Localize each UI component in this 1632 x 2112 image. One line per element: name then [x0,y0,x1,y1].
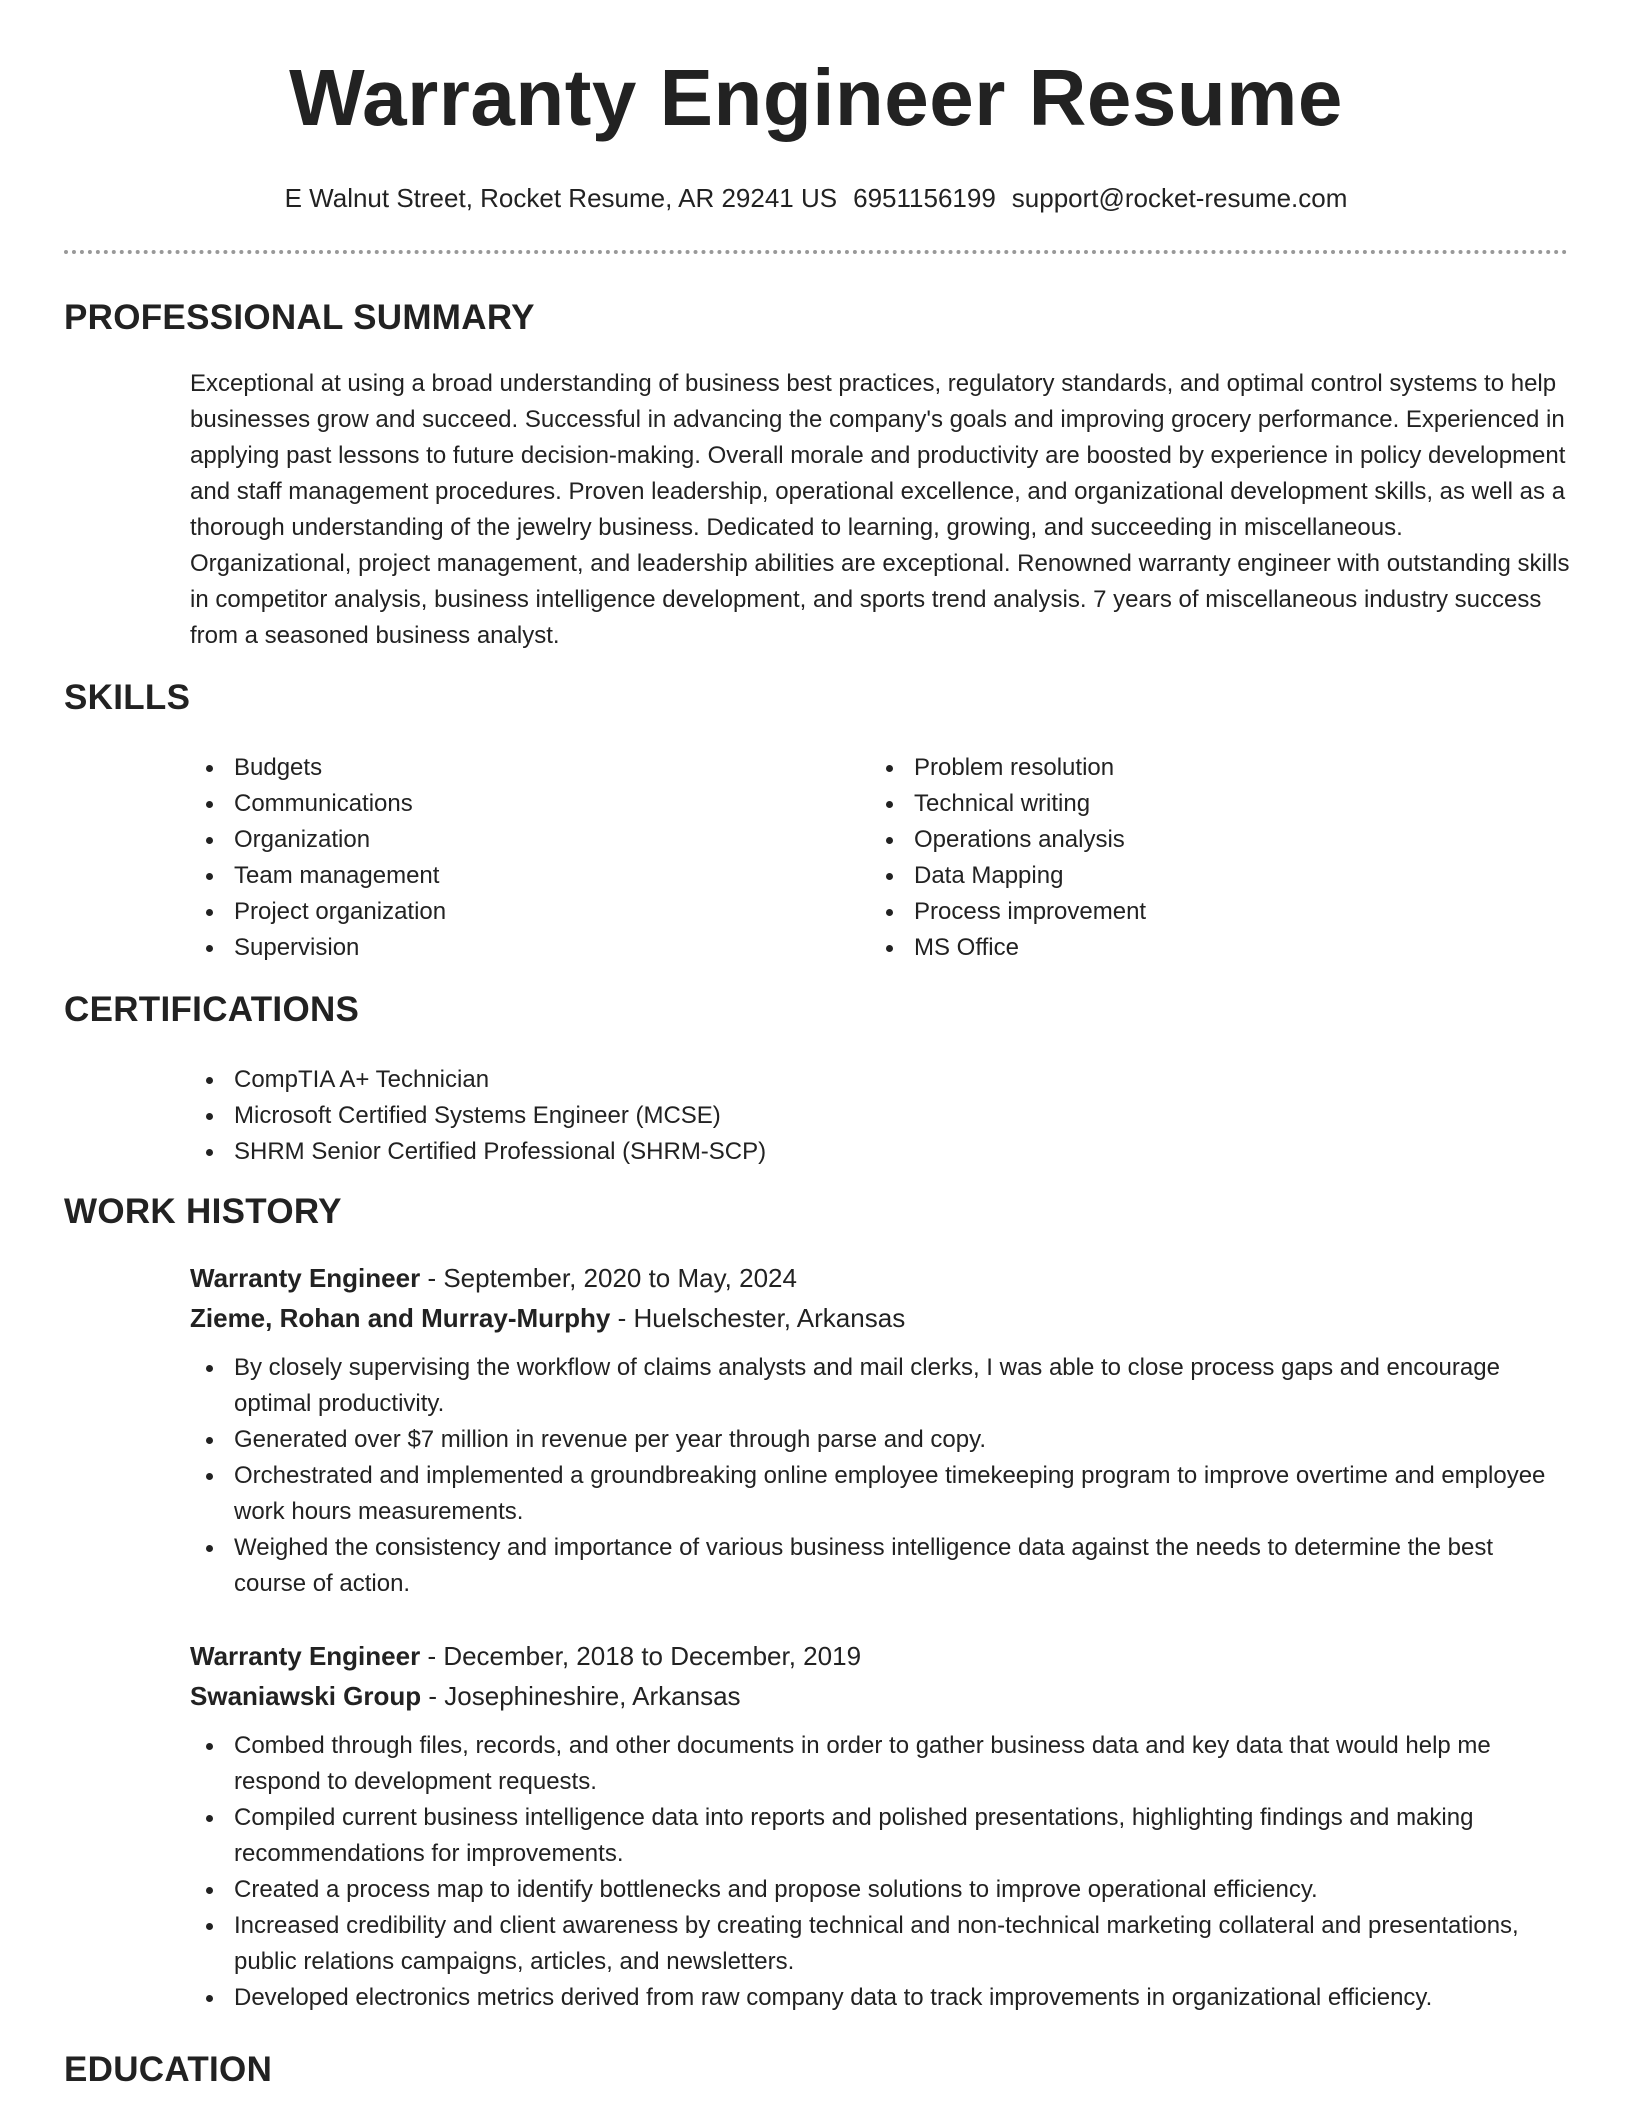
job-bullets [190,1350,1570,1602]
list-item: CompTIA A+ Technician [190,1062,1570,1098]
list-item: Budgets [190,750,850,786]
job-location: - Josephineshire, Arkansas [421,1681,741,1711]
list-item: Combed through files, records, and other documents in order to gather business data and key data that would help me respond to development requests. [190,1728,1570,1800]
list-item: SHRM Senior Certified Professional (SHRM-SCP) [190,1134,1570,1170]
phone: 6951156199 [853,183,996,213]
skills-list-left [190,750,850,966]
job-dates: - September, 2020 to May, 2024 [420,1263,797,1293]
list-item: Compiled current business intelligence data into reports and polished presentations, highlighting findings and making recommendations for improvements. [190,1800,1570,1872]
list-item: Operations analysis [870,822,1530,858]
job-title-line [190,1258,1570,1298]
list-item: Problem resolution [870,750,1530,786]
skills-heading: SKILLS [64,678,191,717]
job-dates: - December, 2018 to December, 2019 [420,1641,862,1671]
list-item: Process improvement [870,894,1530,930]
education-heading: EDUCATION [64,2050,273,2089]
certifications-heading: CERTIFICATIONS [64,990,360,1029]
list-item: Created a process map to identify bottlenecks and propose solutions to improve operational efficiency. [190,1872,1570,1908]
list-item: Developed electronics metrics derived from raw company data to track improvements in organizational efficiency. [190,1980,1570,2016]
job-company-line [190,1676,1570,1716]
list-item: Communications [190,786,850,822]
summary-text: Exceptional at using a broad understanding of business best practices, regulatory standards, and optimal control systems to help businesses grow and succeed. Successful in advancing the company's goals and improving grocery performance. Experienced in applying past lessons to future decision-making. Overall morale and productivity are boosted by experience in policy development and staff management procedures. Proven leadership, operational excellence, and organizational development skills, as well as a thorough understanding of the jewelry business. Dedicated to learning, growing, and succeeding in miscellaneous. Organizational, project management, and leadership abilities are exceptional. Renowned warranty engineer with outstanding skills in competitor analysis, business intelligence development, and sports trend analysis. 7 years of miscellaneous industry success from a seasoned business analyst. [190,370,1570,649]
list-item: Data Mapping [870,858,1530,894]
job-entry [190,1636,1570,2016]
page-title: Warranty Engineer Resume [289,53,1343,142]
job-entry [190,1258,1570,1602]
list-item: Organization [190,822,850,858]
list-item: Technical writing [870,786,1530,822]
job-title: Warranty Engineer [190,1641,421,1671]
work-history-heading: WORK HISTORY [64,1192,342,1231]
job-title-line [190,1636,1570,1676]
list-item: Orchestrated and implemented a groundbreaking online employee timekeeping program to improve overtime and employee work hours measurements. [190,1458,1570,1530]
job-title: Warranty Engineer [190,1263,421,1293]
list-item: Project organization [190,894,850,930]
job-company: Zieme, Rohan and Murray-Murphy [190,1303,611,1333]
list-item: Team management [190,858,850,894]
job-company: Swaniawski Group [190,1681,422,1711]
summary-heading: PROFESSIONAL SUMMARY [64,298,535,337]
list-item: Weighed the consistency and importance of various business intelligence data against the needs to determine the best course of action. [190,1530,1570,1602]
address: E Walnut Street, Rocket Resume, AR 29241 US [284,183,838,213]
email: support@rocket-resume.com [1011,183,1348,213]
list-item: Microsoft Certified Systems Engineer (MCSE) [190,1098,1570,1134]
list-item: Increased credibility and client awareness by creating technical and non-technical marketing collateral and presentations, public relations campaigns, articles, and newsletters. [190,1908,1570,1980]
list-item: By closely supervising the workflow of claims analysts and mail clerks, I was able to close process gaps and encourage optimal productivity. [190,1350,1570,1422]
skills-list-right [870,750,1530,966]
certifications-list [190,1062,1570,1170]
list-item: MS Office [870,930,1530,966]
header-divider [64,250,1568,254]
job-location: - Huelschester, Arkansas [610,1303,906,1333]
list-item: Supervision [190,930,850,966]
contact-line [0,180,1632,216]
list-item: Generated over $7 million in revenue per year through parse and copy. [190,1422,1570,1458]
job-company-line [190,1298,1570,1338]
job-bullets [190,1728,1570,2016]
